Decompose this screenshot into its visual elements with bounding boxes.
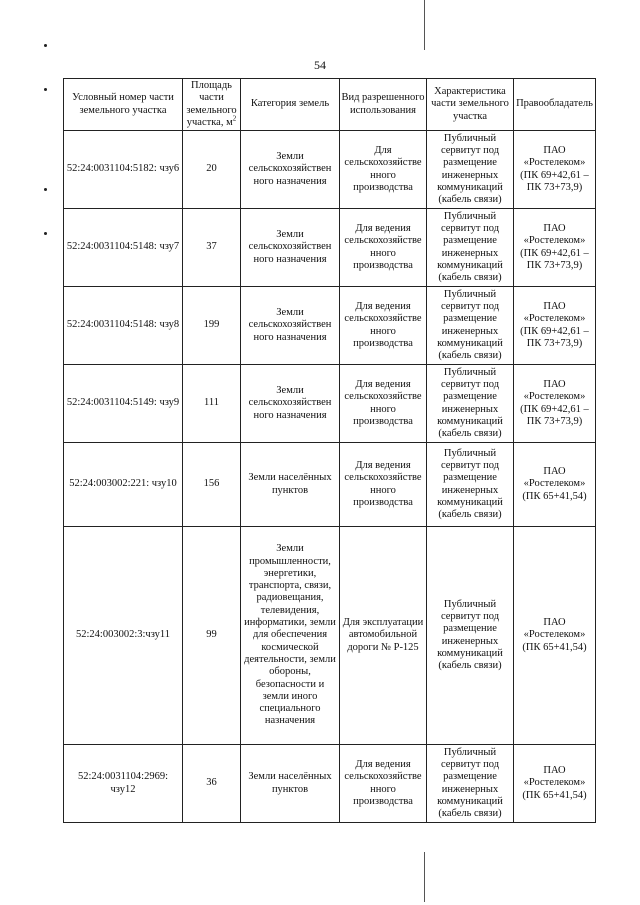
- header-area-unit-sup: 2: [232, 114, 237, 123]
- cell-category: Земли населённых пунктов: [241, 745, 340, 823]
- cell-category: Земли сельскохозяйствен ного назначения: [241, 365, 340, 443]
- cell-category: Земли населённых пунктов: [241, 443, 340, 527]
- scan-edge-mark: [424, 0, 425, 50]
- cell-area: 36: [183, 745, 241, 823]
- cell-area: 156: [183, 443, 241, 527]
- cell-area: 99: [183, 527, 241, 745]
- scan-dot: [44, 188, 47, 191]
- cell-characteristic: Публичный сервитут под размещение инженерных коммуникаций (кабель связи): [427, 745, 514, 823]
- cell-plot-id: 52:24:0031104:5182: чзу6: [64, 131, 183, 209]
- cell-plot-id: 52:24:0031104:5148: чзу7: [64, 209, 183, 287]
- cell-characteristic: Публичный сервитут под размещение инженерных коммуникаций (кабель связи): [427, 365, 514, 443]
- cell-plot-id: 52:24:003002:3:чзу11: [64, 527, 183, 745]
- cell-rights-holder: ПАО «Ростелеком» (ПК 69+42,61 – ПК 73+73,9): [514, 287, 596, 365]
- cell-rights-holder: ПАО «Ростелеком» (ПК 65+41,54): [514, 443, 596, 527]
- cell-area: 111: [183, 365, 241, 443]
- cell-area: 20: [183, 131, 241, 209]
- header-rights-holder: Правообладатель: [514, 79, 596, 131]
- header-area-text: Площадь части земельного участка, м: [186, 79, 237, 128]
- cell-plot-id: 52:24:0031104:5149: чзу9: [64, 365, 183, 443]
- scan-dot: [44, 44, 47, 47]
- scan-edge-mark: [424, 852, 425, 902]
- cell-permitted-use: Для ведения сельскохозяйстве нного производства: [340, 443, 427, 527]
- cell-characteristic: Публичный сервитут под размещение инженерных коммуникаций (кабель связи): [427, 527, 514, 745]
- cell-rights-holder: ПАО «Ростелеком» (ПК 69+42,61 – ПК 73+73,9): [514, 209, 596, 287]
- cell-category: Земли промышленности, энергетики, транспорта, связи, радиовещания, телевидения, информатики, земли для обеспечения космической деятельности, земли обороны, безопасности и земли иного специального назначения: [241, 527, 340, 745]
- table-row: [64, 365, 596, 443]
- cell-rights-holder: ПАО «Ростелеком» (ПК 65+41,54): [514, 527, 596, 745]
- cell-characteristic: Публичный сервитут под размещение инженерных коммуникаций (кабель связи): [427, 131, 514, 209]
- table-row: [64, 443, 596, 527]
- header-area: [183, 79, 241, 131]
- cell-category: Земли сельскохозяйствен ного назначения: [241, 131, 340, 209]
- table-header-row: [64, 79, 596, 131]
- header-characteristic: Характеристика части земельного участка: [427, 79, 514, 131]
- cell-permitted-use: Для сельскохозяйстве нного производства: [340, 131, 427, 209]
- cell-permitted-use: Для ведения сельскохозяйстве нного производства: [340, 365, 427, 443]
- cell-characteristic: Публичный сервитут под размещение инженерных коммуникаций (кабель связи): [427, 287, 514, 365]
- cell-permitted-use: Для ведения сельскохозяйстве нного производства: [340, 287, 427, 365]
- cell-category: Земли сельскохозяйствен ного назначения: [241, 287, 340, 365]
- scan-dot: [44, 88, 47, 91]
- header-permitted-use: Вид разрешенного использования: [340, 79, 427, 131]
- cell-rights-holder: ПАО «Ростелеком» (ПК 69+42,61 – ПК 73+73,9): [514, 131, 596, 209]
- cell-characteristic: Публичный сервитут под размещение инженерных коммуникаций (кабель связи): [427, 209, 514, 287]
- table-row: [64, 131, 596, 209]
- land-plots-table: [63, 78, 596, 823]
- cell-rights-holder: ПАО «Ростелеком» (ПК 65+41,54): [514, 745, 596, 823]
- page-number: 54: [314, 58, 326, 72]
- cell-plot-id: 52:24:0031104:2969: чзу12: [64, 745, 183, 823]
- cell-area: 199: [183, 287, 241, 365]
- cell-permitted-use: Для ведения сельскохозяйстве нного производства: [340, 209, 427, 287]
- table-row: [64, 745, 596, 823]
- cell-plot-id: 52:24:0031104:5148: чзу8: [64, 287, 183, 365]
- cell-rights-holder: ПАО «Ростелеком» (ПК 69+42,61 – ПК 73+73,9): [514, 365, 596, 443]
- header-plot-id: Условный номер части земельного участка: [64, 79, 183, 131]
- cell-plot-id: 52:24:003002:221: чзу10: [64, 443, 183, 527]
- cell-area: 37: [183, 209, 241, 287]
- header-category: Категория земель: [241, 79, 340, 131]
- cell-characteristic: Публичный сервитут под размещение инженерных коммуникаций (кабель связи): [427, 443, 514, 527]
- scan-dot: [44, 232, 47, 235]
- cell-permitted-use: Для эксплуатации автомобильной дороги № Р-125: [340, 527, 427, 745]
- table-row: [64, 209, 596, 287]
- table-row: [64, 527, 596, 745]
- cell-permitted-use: Для ведения сельскохозяйстве нного производства: [340, 745, 427, 823]
- table-row: [64, 287, 596, 365]
- cell-category: Земли сельскохозяйствен ного назначения: [241, 209, 340, 287]
